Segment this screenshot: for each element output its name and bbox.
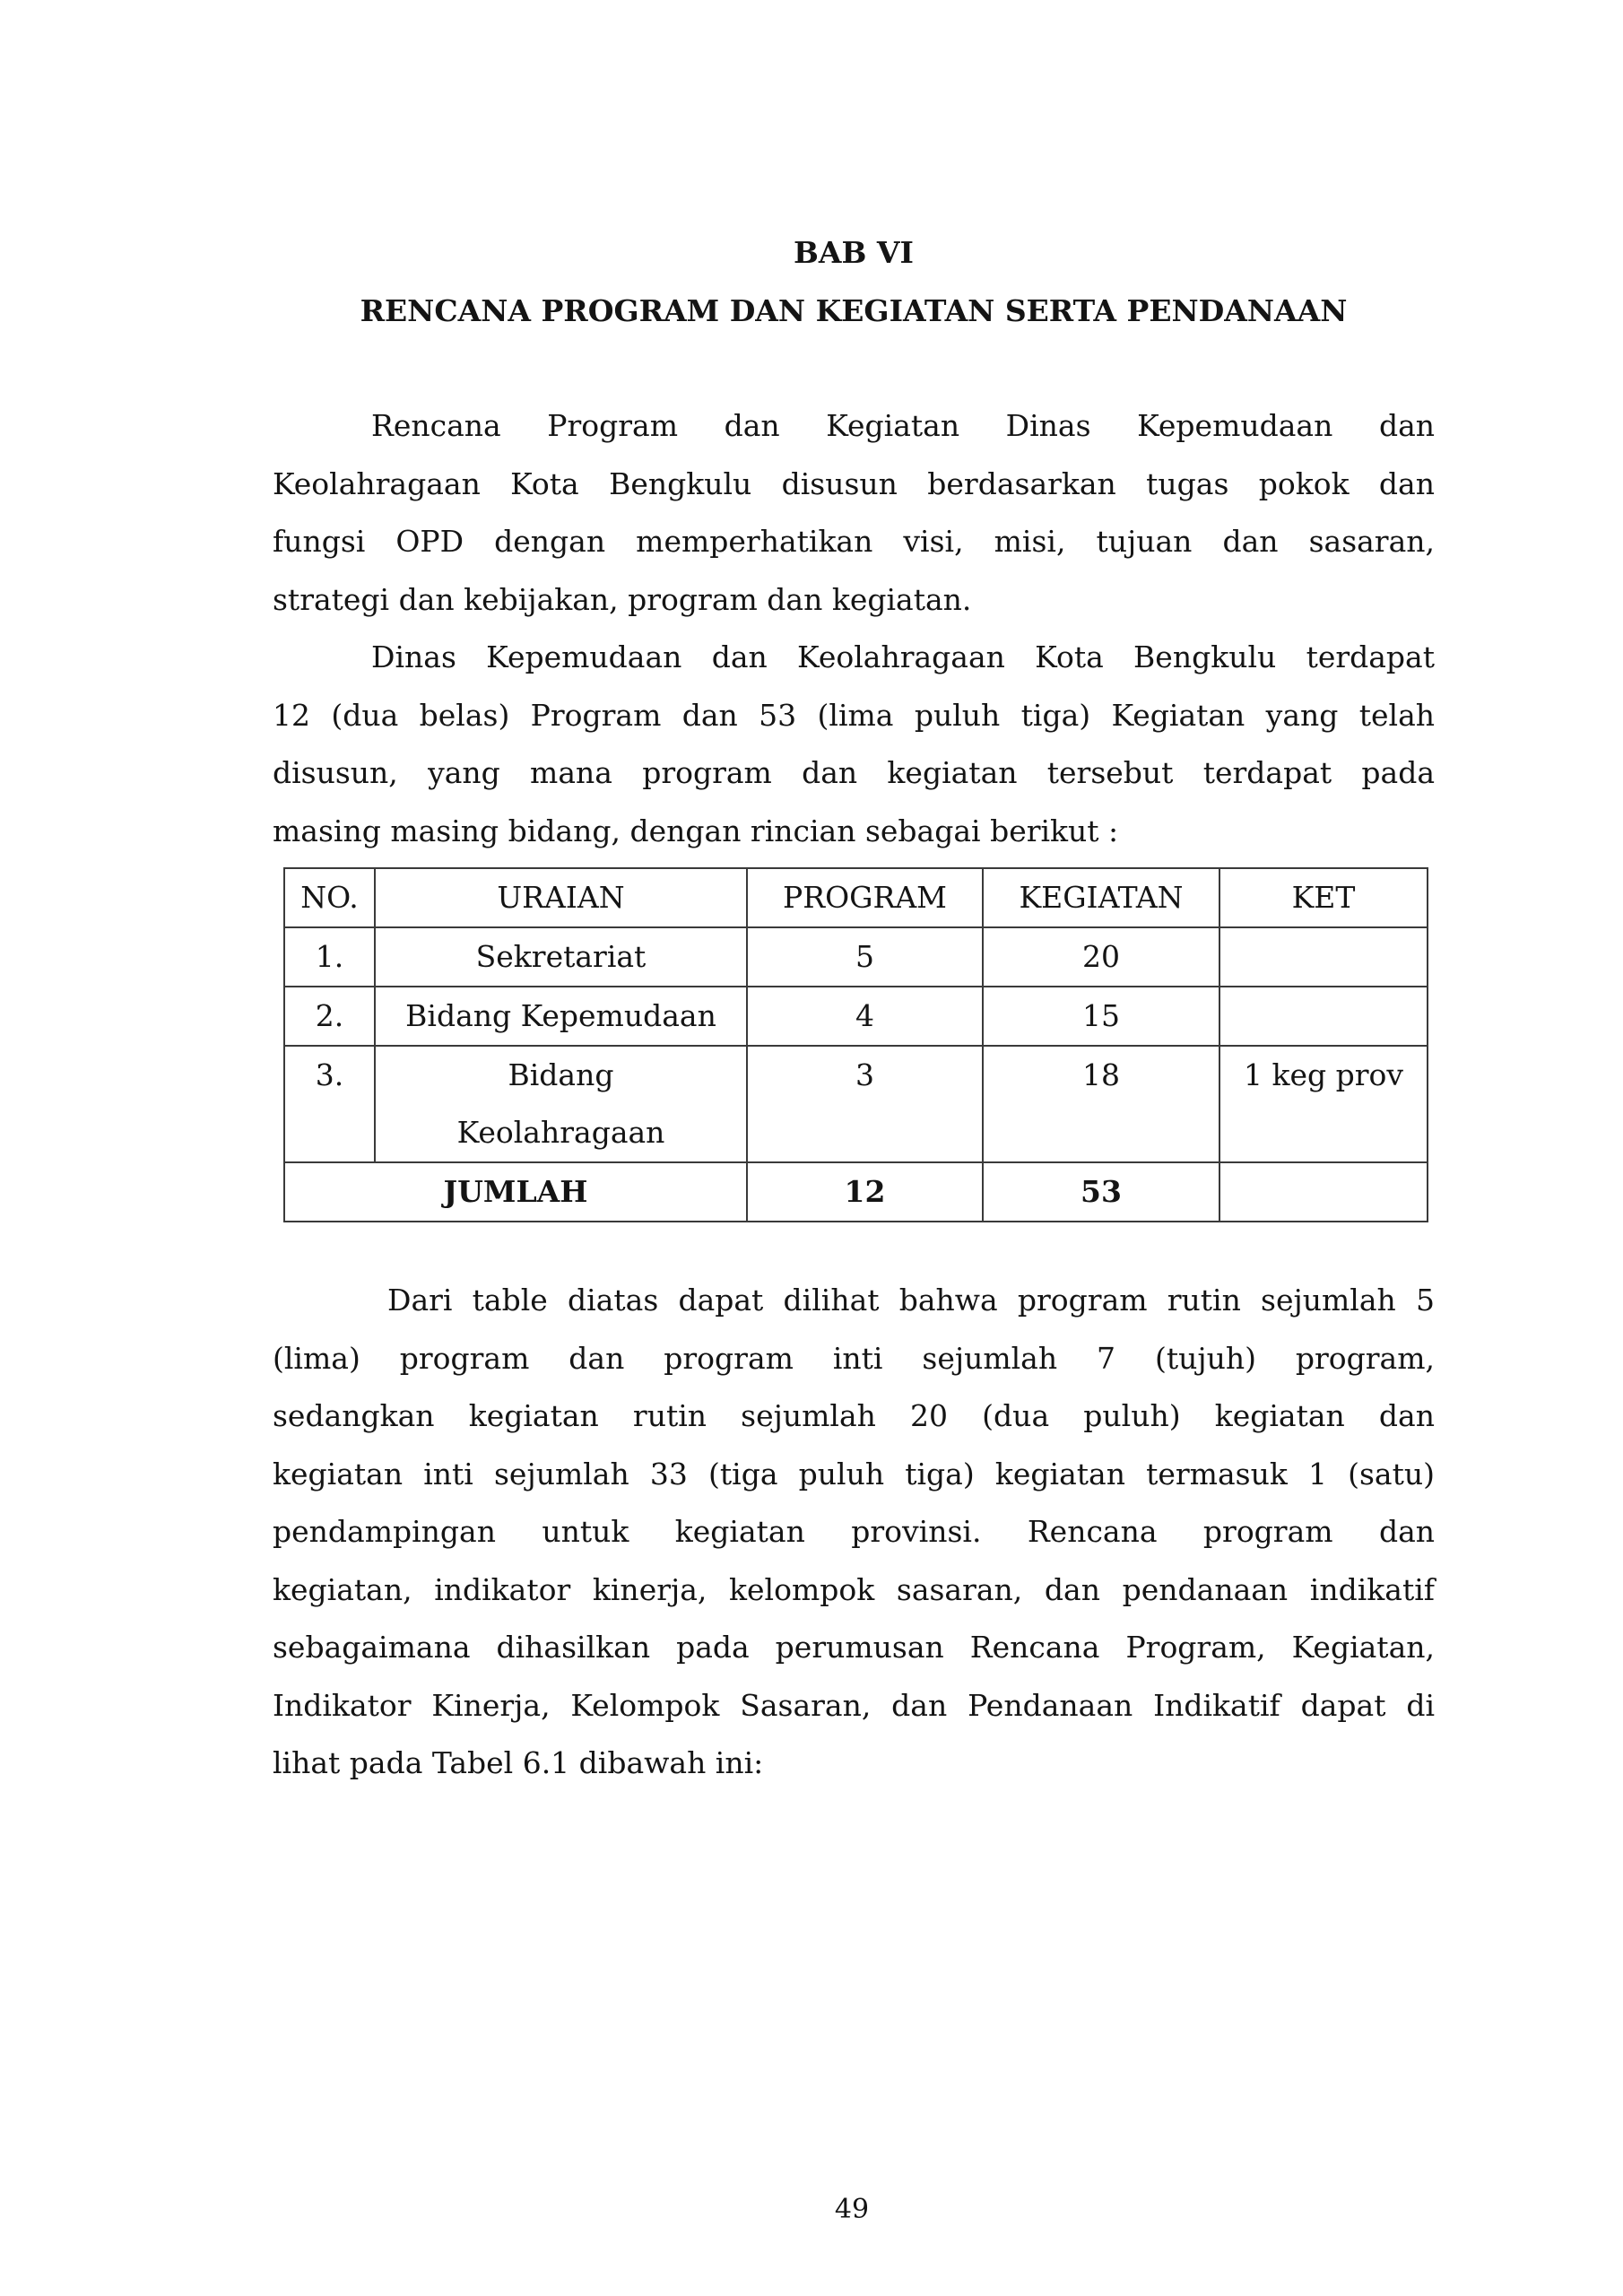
total-ket: [1219, 1162, 1428, 1222]
cell-ket: [1219, 927, 1428, 987]
paragraph-line: kegiatan inti sejumlah 33 (tiga puluh tiga) kegiatan termasuk 1 (satu): [273, 1456, 1435, 1492]
cell-no: 2.: [284, 987, 375, 1046]
paragraph-line: sebagaimana dihasilkan pada perumusan Rencana Program, Kegiatan,: [273, 1630, 1435, 1665]
total-kegiatan: 53: [983, 1162, 1219, 1222]
paragraph-line: disusun, yang mana program dan kegiatan tersebut terdapat pada: [273, 755, 1435, 790]
table-row: [284, 927, 1428, 987]
cell-kegiatan: 18: [983, 1046, 1219, 1162]
paragraph-line: fungsi OPD dengan memperhatikan visi, misi, tujuan dan sasaran,: [273, 524, 1435, 559]
paragraph-1: [273, 397, 1435, 629]
header-cell-program: PROGRAM: [747, 868, 983, 927]
cell-kegiatan: 15: [983, 987, 1219, 1046]
cell-program: 3: [747, 1046, 983, 1162]
table-row: [284, 987, 1428, 1046]
cell-program: 5: [747, 927, 983, 987]
table-total-row: [284, 1162, 1428, 1222]
cell-uraian-text: Bidang Keolahragaan: [456, 1057, 665, 1150]
intro-text: [273, 397, 1435, 860]
paragraph-line: 12 (dua belas) Program dan 53 (lima puluh tiga) Kegiatan yang telah: [273, 697, 1435, 733]
page-number: 49: [834, 2194, 870, 2225]
paragraph-line: Rencana Program dan Kegiatan Dinas Kepemudaan dan: [371, 408, 1435, 443]
paragraph-line: Dari table diatas dapat dilihat bahwa program rutin sejumlah 5: [387, 1283, 1435, 1318]
total-program: 12: [747, 1162, 983, 1222]
table-header-row: [284, 868, 1428, 927]
paragraph-line: lihat pada Tabel 6.1 dibawah ini:: [273, 1745, 764, 1780]
cell-kegiatan: 20: [983, 927, 1219, 987]
total-label: JUMLAH: [284, 1162, 747, 1222]
chapter-heading: BAB VI: [794, 235, 914, 270]
header-cell-no: NO.: [284, 868, 375, 927]
cell-no: 3.: [284, 1046, 375, 1162]
paragraph-line: Indikator Kinerja, Kelompok Sasaran, dan Pendanaan Indikatif dapat di: [273, 1687, 1435, 1723]
program-summary-table: [283, 867, 1428, 1222]
chapter-title: RENCANA PROGRAM DAN KEGIATAN SERTA PENDANAAN: [360, 293, 1348, 328]
header-cell-ket: KET: [1219, 868, 1428, 927]
paragraph-line: kegiatan, indikator kinerja, kelompok sasaran, dan pendanaan indikatif: [273, 1571, 1435, 1607]
cell-ket: [1219, 987, 1428, 1046]
paragraph-line: pendampingan untuk kegiatan provinsi. Rencana program dan: [273, 1514, 1435, 1549]
cell-no: 1.: [284, 927, 375, 987]
cell-uraian: Bidang Kepemudaan: [375, 987, 747, 1046]
paragraph-line: (lima) program dan program inti sejumlah 7 (tujuh) program,: [273, 1340, 1435, 1376]
paragraph-line: Dinas Kepemudaan dan Keolahragaan Kota Bengkulu terdapat: [371, 639, 1435, 674]
header-cell-kegiatan: KEGIATAN: [983, 868, 1219, 927]
cell-program: 4: [747, 987, 983, 1046]
paragraph-line: sedangkan kegiatan rutin sejumlah 20 (dua puluh) kegiatan dan: [273, 1398, 1435, 1433]
cell-uraian: Sekretariat: [375, 927, 747, 987]
cell-uraian: [375, 1046, 747, 1162]
table-row: [284, 1046, 1428, 1162]
paragraph-2: [273, 629, 1435, 860]
header-cell-uraian: URAIAN: [375, 868, 747, 927]
cell-ket: 1 keg prov: [1219, 1046, 1428, 1162]
paragraph-line: masing masing bidang, dengan rincian sebagai berikut :: [273, 813, 1119, 848]
paragraph-line: strategi dan kebijakan, program dan kegiatan.: [273, 581, 972, 617]
paragraph-3: [273, 1272, 1435, 1793]
paragraph-line: Keolahragaan Kota Bengkulu disusun berdasarkan tugas pokok dan: [273, 465, 1435, 501]
